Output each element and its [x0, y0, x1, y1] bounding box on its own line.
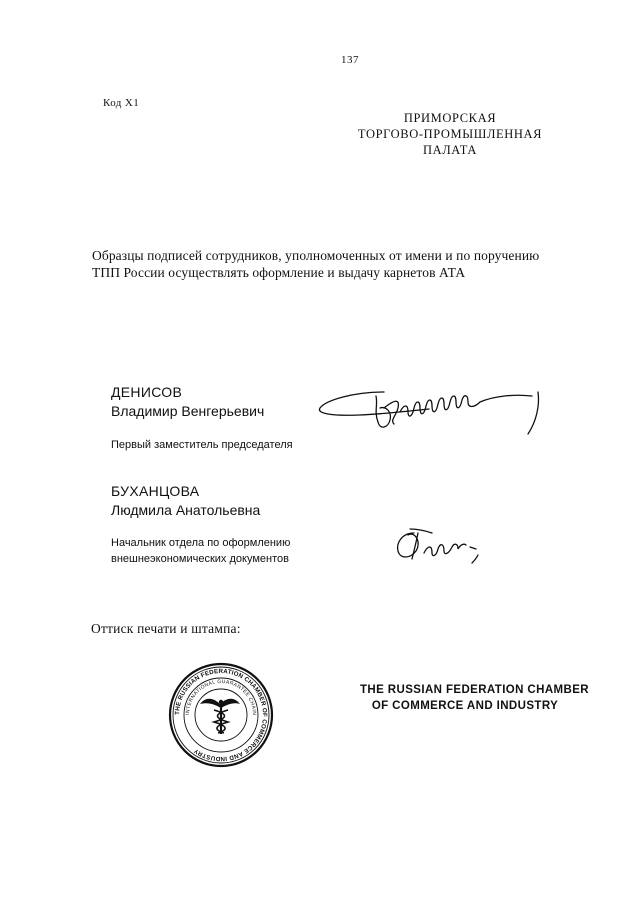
rectangular-stamp [360, 682, 590, 714]
seal-outer-text: THE RUSSIAN FEDERATION CHAMBER OF COMMERCE AND INDUSTRY [173, 667, 269, 763]
signatory-1-position [111, 437, 293, 453]
intro-line: Образцы подписей сотрудников, уполномоченных от имени и по поручению [92, 248, 540, 263]
page-number: 137 [341, 54, 359, 66]
signatory-1-surname: ДЕНИСОВ [111, 384, 183, 400]
intro-paragraph [92, 247, 612, 281]
position-line: Начальник отдела по оформлению [111, 537, 291, 549]
stamp-label: Оттиск печати и штампа: [91, 621, 241, 636]
document-code: Код X1 [103, 97, 140, 109]
signature-2-image [392, 525, 488, 567]
signatory-2-position [111, 535, 290, 567]
position-line: Первый заместитель председателя [111, 439, 293, 451]
stamp-line: OF COMMERCE AND INDUSTRY [371, 700, 559, 712]
caduceus-icon [200, 699, 240, 734]
organization-line: ТОРГОВО-ПРОМЫШЛЕННАЯ [357, 127, 543, 141]
organization-header [350, 110, 550, 158]
seal-inner-text: INTERNATIONAL GUARANTEE CHAIN [184, 678, 258, 716]
signature-1-image [314, 378, 546, 440]
organization-line: ПАЛАТА [422, 143, 478, 157]
round-seal-image [168, 662, 274, 768]
intro-line: ТПП России осуществлять оформление и выдачу карнетов АТА [92, 265, 466, 280]
signatory-2-surname: БУХАНЦОВА [111, 483, 200, 499]
organization-line: ПРИМОРСКАЯ [403, 111, 497, 125]
signatory-2-name: Людмила Анатольевна [111, 502, 261, 518]
position-line: внешнеэкономических документов [111, 553, 289, 565]
signatory-1-name: Владимир Венгерьевич [111, 403, 265, 419]
stamp-line: THE RUSSIAN FEDERATION CHAMBER [360, 684, 590, 696]
